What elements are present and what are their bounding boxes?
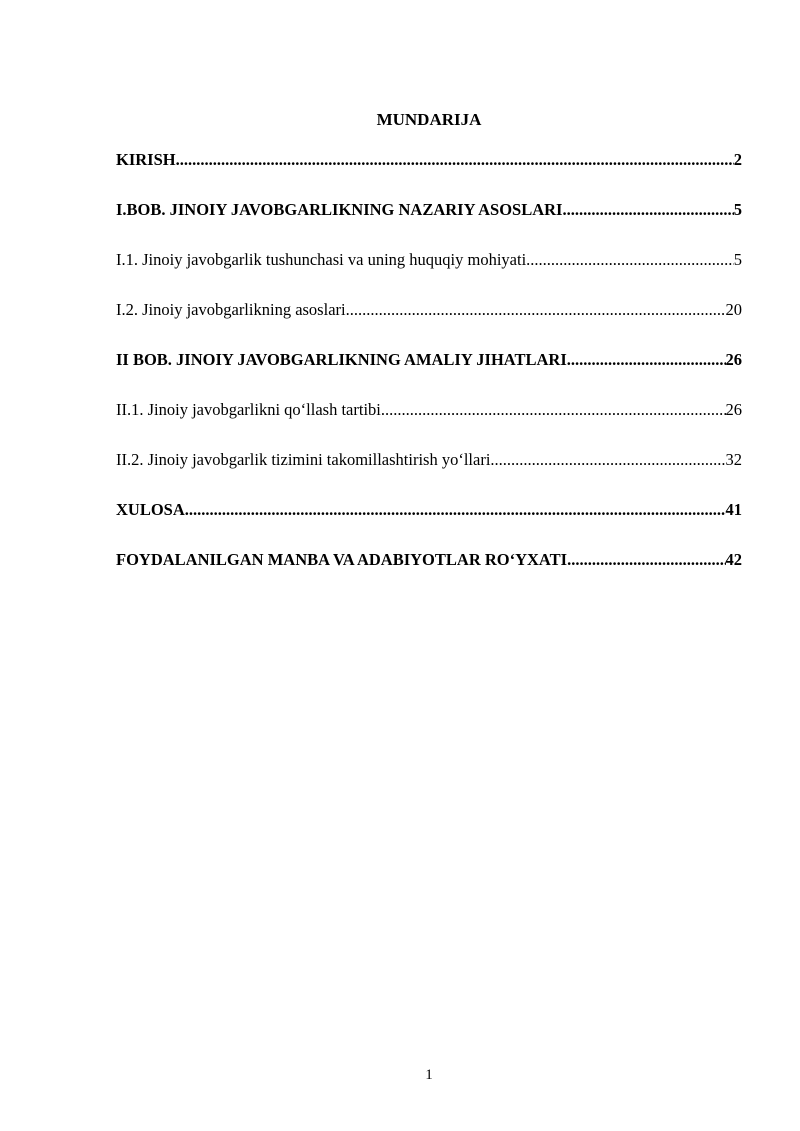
toc-entry-label: I.2. Jinoiy javobgarlikning asoslari	[116, 300, 346, 319]
toc-leader-dots	[185, 500, 726, 520]
toc-entry-page: 5	[733, 200, 742, 219]
toc-leader-dots	[346, 300, 726, 320]
toc-entry-label: II.2. Jinoiy javobgarlik tizimini takomillashtirish yo‘llari	[116, 450, 491, 469]
toc-entry-label: XULOSA	[116, 500, 185, 519]
toc-entry-section-1-1[interactable]	[116, 250, 742, 300]
toc-entry-page: 20	[725, 300, 742, 319]
page-number: 1	[425, 1067, 433, 1083]
toc-entry-page: 5	[733, 250, 742, 269]
toc-leader-dots	[567, 550, 725, 570]
toc-entry-page: 26	[725, 400, 742, 419]
toc-entry-chapter-2[interactable]	[116, 350, 742, 400]
toc-entry-section-2-1[interactable]	[116, 400, 742, 450]
toc-entry-label: KIRISH	[116, 150, 176, 169]
toc-entry-page: 42	[725, 550, 742, 569]
toc-leader-dots	[381, 400, 726, 420]
toc-entry-chapter-1[interactable]	[116, 200, 742, 250]
toc-entry-xulosa[interactable]	[116, 500, 742, 550]
toc-entry-label: II.1. Jinoiy javobgarlikni qo‘llash tartibi	[116, 400, 381, 419]
toc-entry-page: 26	[725, 350, 742, 369]
toc-entry-section-2-2[interactable]	[116, 450, 742, 500]
toc-leader-dots	[562, 200, 733, 220]
toc-entry-label: I.1. Jinoiy javobgarlik tushunchasi va uning huquqiy mohiyati	[116, 250, 527, 269]
toc-entry-page: 41	[725, 500, 742, 519]
toc-entry-label: I.BOB. JINOIY JAVOBGARLIKNING NAZARIY ASOSLARI	[116, 200, 563, 219]
toc-entry-kirish[interactable]	[116, 150, 742, 200]
toc-entry-label: FOYDALANILGAN MANBA VA ADABIYOTLAR RO‘YXATI	[116, 550, 568, 569]
toc-leader-dots	[176, 150, 734, 170]
toc-entry-page: 2	[733, 150, 742, 169]
toc-entry-section-1-2[interactable]	[116, 300, 742, 350]
toc-leader-dots	[567, 350, 726, 370]
table-of-contents	[116, 150, 742, 600]
toc-entry-label: II BOB. JINOIY JAVOBGARLIKNING AMALIY JIHATLARI	[116, 350, 567, 369]
toc-entry-references[interactable]	[116, 550, 742, 600]
page-title: MUNDARIJA	[376, 110, 482, 129]
toc-leader-dots	[526, 250, 734, 270]
toc-entry-page: 32	[725, 450, 742, 469]
toc-leader-dots	[490, 450, 725, 470]
